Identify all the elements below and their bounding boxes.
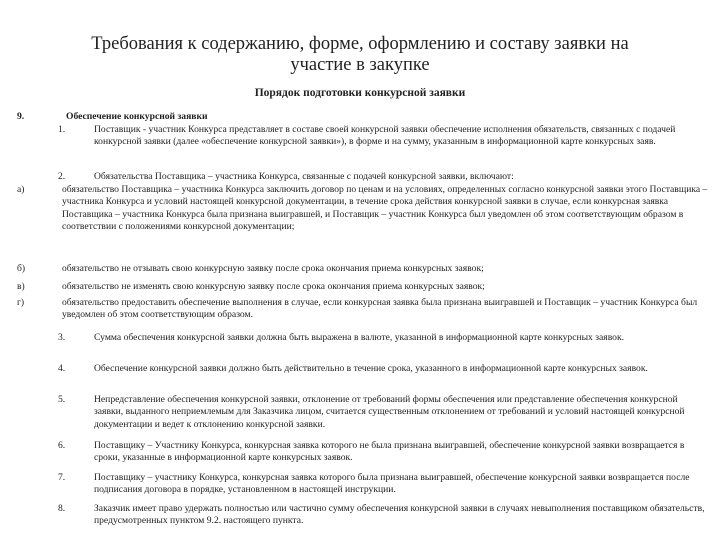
item-number: 2. [58, 171, 66, 182]
subitem-text: обязательство не изменять свою конкурсную заявку после срока окончания приема конкурсных заявок; [62, 281, 485, 292]
section-number: 9. [17, 111, 25, 122]
subitem-letter: а) [17, 184, 25, 195]
subitem-letter: б) [17, 263, 26, 274]
subitem-letter: г) [17, 297, 25, 308]
section-heading: Обеспечение конкурсной заявки [66, 111, 208, 122]
item-text: Непредставление обеспечения конкурсной заявки, отклонение от требований формы обеспечения или представление обеспечения конкурсной заявки, выданного неприемлемым для Заказчика лицом, считается существенным отклонением от требований и условий настоящей конкурсной документации и ведет к отклонению конкурсной заявки. [94, 394, 685, 430]
section-subtitle: Порядок подготовки конкурсной заявки [254, 87, 466, 99]
item-text: Поставщик - участник Конкурса представляет в составе своей конкурсной заявки обеспечение исполнения обязательств, связанных с подачей конкурсной заявки (далее «обеспечение конкурсной заявки»), в форме и на сумму, указанным в информационной карте конкурсных заяв. [94, 124, 676, 148]
item-text: Поставщику – Участнику Конкурса, конкурсная заявка которого не была признана выигравшей, обеспечение конкурсной заявки возвращается в сроки, указанные в информационной карте конкурсных заявок. [94, 440, 685, 464]
item-text: Обязательства Поставщика – участника Конкурса, связанные с подачей конкурсной заявки, включают: [94, 171, 514, 182]
item-text: Обеспечение конкурсной заявки должно быть действительно в течение срока, указанного в информационной карте конкурсных заявок. [94, 363, 648, 374]
subitem-text: обязательство не отзывать свою конкурсную заявку после срока окончания приема конкурсных заявок; [62, 263, 484, 274]
item-number: 6. [58, 440, 66, 451]
item-number: 3. [58, 332, 66, 343]
item-number: 5. [58, 394, 66, 405]
item-text: Поставщику – участнику Конкурса, конкурсная заявка которого была признана выигравшей, обеспечение конкурсной заявки возвращается после подписания договора в порядке, установленном в настоящей инструкции. [94, 472, 690, 496]
item-text: Сумма обеспечения конкурсной заявки должна быть выражена в валюте, указанной в информационной карте конкурсных заявок. [94, 332, 625, 343]
item-number: 1. [58, 124, 66, 135]
subitem-letter: в) [17, 281, 25, 292]
subitem-text: обязательство Поставщика – участника Конкурса заключить договор по ценам и на условиях, определенных согласно конкурсной заявки этого Поставщика – участника Конкурса и условий настоящей конкурсной документации, в течение срока действия конкурсной заявки в случае, если конкурсная заявка Поставщика – участника Конкурса была признана выигравшей, и Поставщик – участник Конкурса был уведомлен об этом соответствующим образом в соответствии с положениями конкурсной документации; [62, 184, 708, 232]
page-title: Требования к содержанию, форме, оформлению и составу заявки на участие в закупке [91, 34, 629, 75]
item-number: 8. [58, 503, 66, 514]
item-text: Заказчик имеет право удержать полностью или частично сумму обеспечения конкурсной заявки в случаях невыполнения поставщиком обязательств, предусмотренных пунктом 9.2. настоящего пункта. [94, 503, 705, 527]
item-number: 7. [58, 472, 66, 483]
item-number: 4. [58, 363, 66, 374]
subitem-text: обязательство предоставить обеспечение выполнения в случае, если конкурсная заявка была признана выигравшей и Поставщик – участник Конкурса был уведомлен об этом соответствующим образом. [62, 297, 698, 321]
